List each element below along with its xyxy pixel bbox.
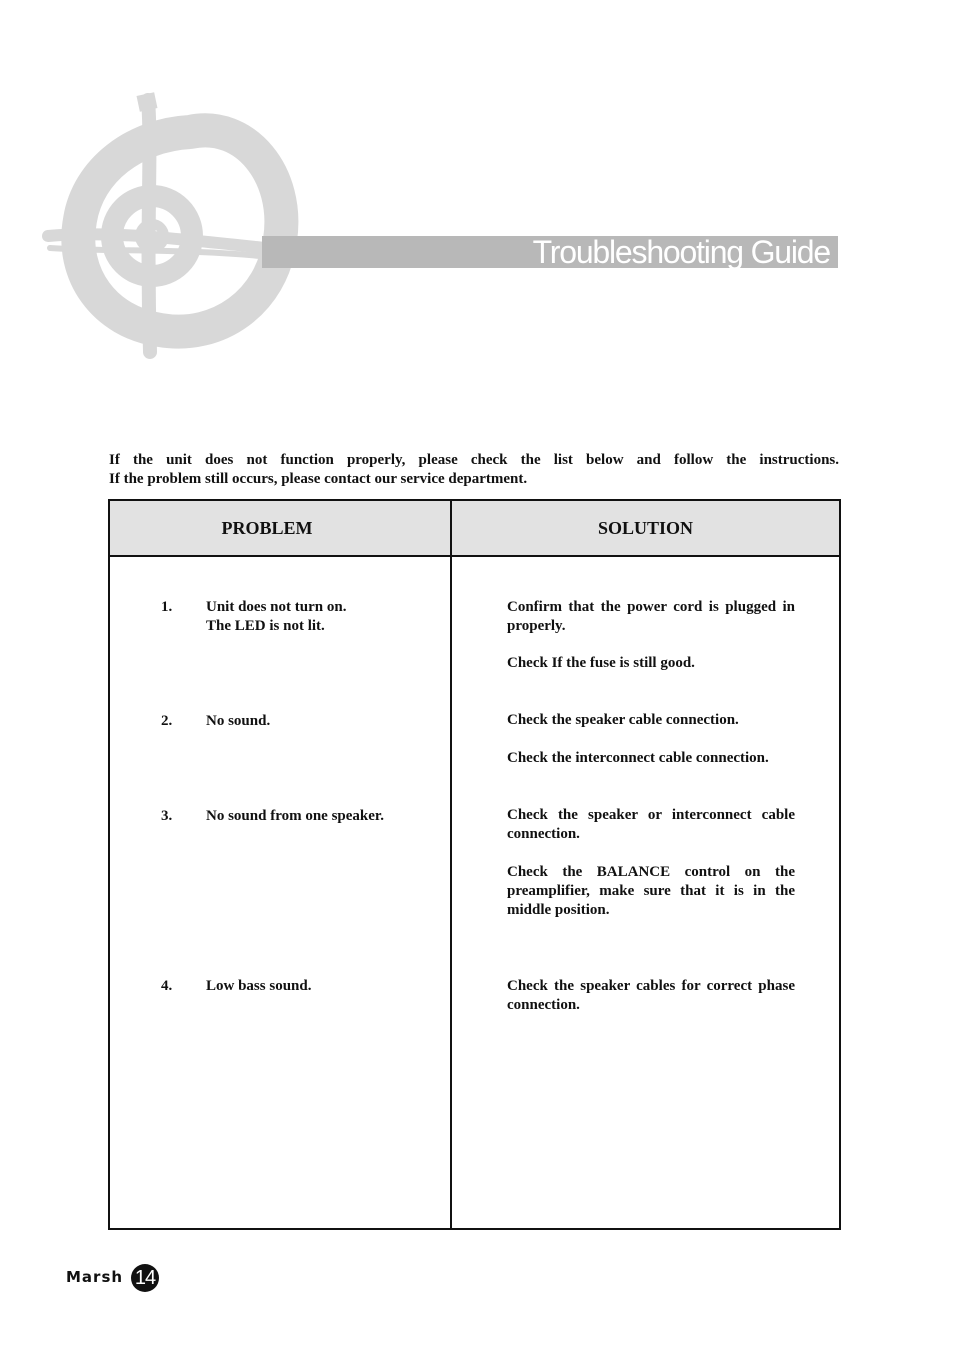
header-problem: PROBLEM [221,518,313,538]
row-number: 4. [161,978,173,994]
row-problem [206,712,436,731]
problem-line: No sound. [206,713,271,729]
intro-line-2: If the problem still occurs, please contact our service department. [109,471,528,487]
row-solution: Check the speaker cable connection. [507,712,739,728]
row-solution: Check the speaker or interconnect cable connection. [507,807,795,842]
row-problem [206,807,436,826]
row-solution: Check If the fuse is still good. [507,655,695,671]
column-divider [450,501,452,1228]
row-problem [206,977,436,996]
header-solution: SOLUTION [597,518,694,538]
row-solution: Confirm that the power cord is plugged in properly. [507,599,795,634]
row-solution: Check the BALANCE control on the preamplifier, make sure that it is in the middle position. [507,864,795,918]
row-solution: Check the speaker cables for correct phase connection. [507,978,795,1013]
page-number: 14 [131,1264,159,1292]
row-number: 2. [161,713,173,729]
footer-brand: Marsh [66,1268,124,1286]
problem-line: No sound from one speaker. [206,808,384,824]
intro-line-1: If the unit does not function properly, please check the list below and follow the instructions. [109,452,839,468]
title-bar [262,236,838,268]
crosshair-emblem-icon [40,90,300,360]
row-number: 3. [161,808,173,824]
page-title: Troubleshooting Guide [532,234,830,270]
row-solution: Check the interconnect cable connection. [507,750,769,766]
row-problem [206,598,436,636]
problem-line: The LED is not lit. [206,618,325,634]
problem-line: Low bass sound. [206,978,312,994]
intro-text [109,451,839,489]
problem-line: Unit does not turn on. [206,599,347,615]
troubleshooting-table [108,499,841,1230]
table-header [110,501,839,557]
row-number: 1. [161,599,173,615]
